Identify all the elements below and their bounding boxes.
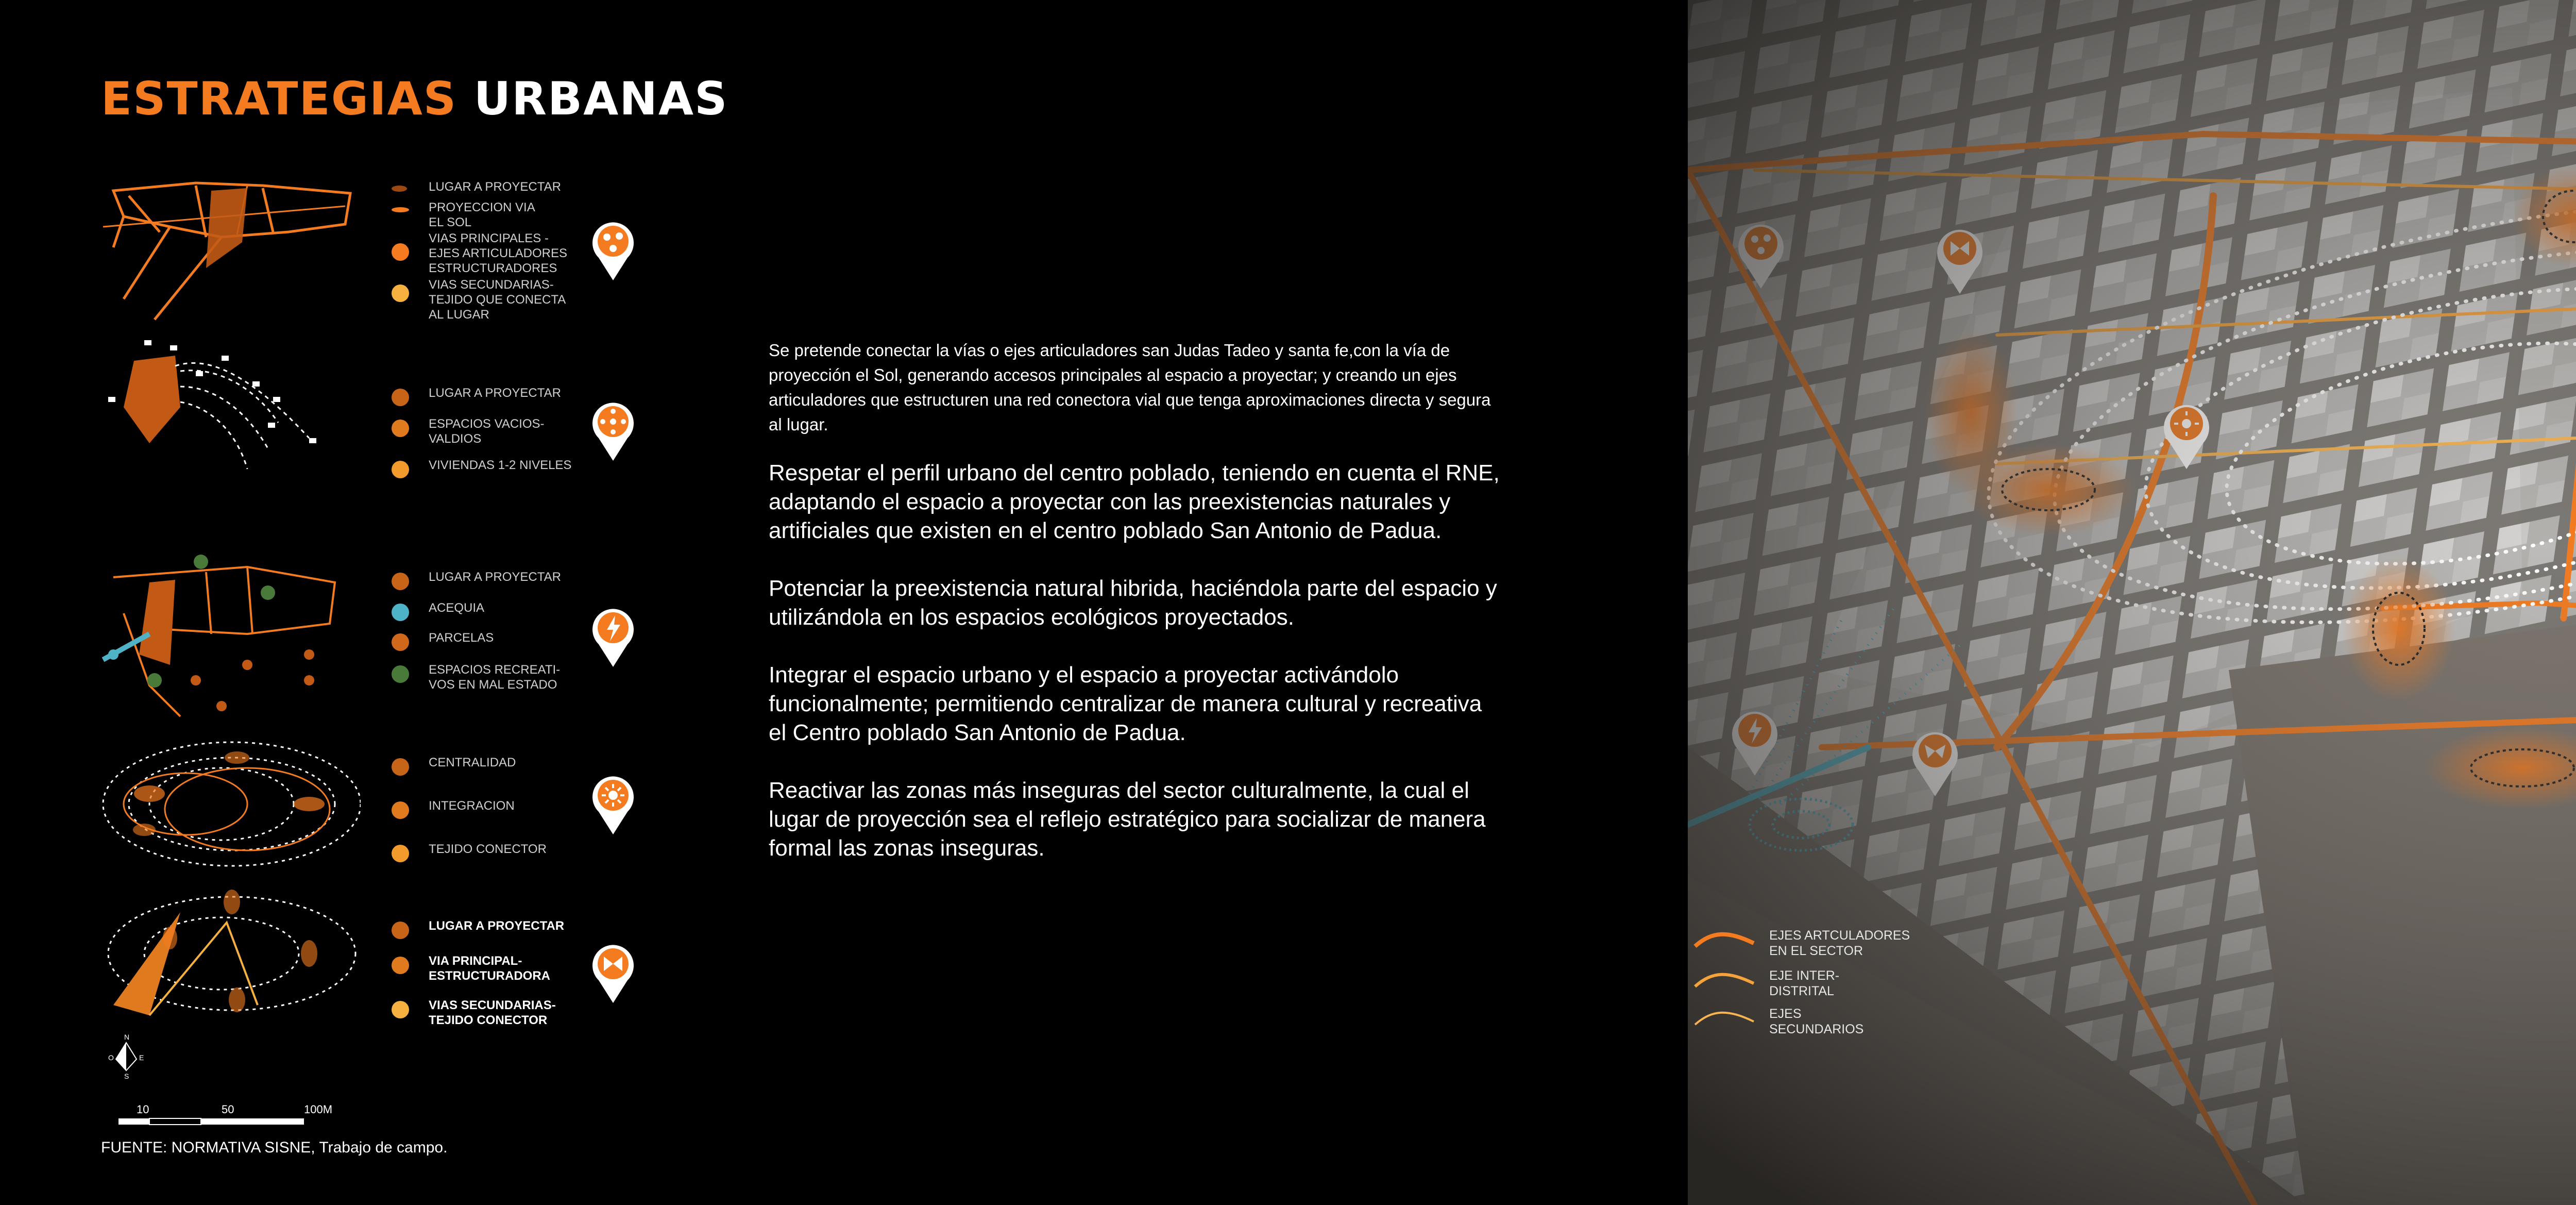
map-legend-label: EJE INTER- DISTRITAL [1769,968,1840,998]
compass-o: O [108,1053,114,1062]
legend-label: VIAS PRINCIPALES - EJES ARTICULADORES ESTRUCTURADORES [429,231,567,275]
legend-label: VIAS SECUNDARIAS- TEJIDO QUE CONECTA AL LUGAR [429,278,566,322]
nodes-icon [588,216,638,282]
diagram-lugar-proyectar [93,165,361,330]
bowtie-icon [588,939,638,1005]
radial-icon [588,397,638,463]
map-legend-item [1692,968,1919,1009]
strategy-paragraph: Reactivar las zonas más inseguras del sector culturalmente, la cual el lugar de proyección sea el reflejo estratégico para socializar de manera formal las zonas inseguras. [769,778,1486,861]
scale-bar [118,1098,335,1134]
diagram-via-principal [93,881,361,1031]
legend-label: LUGAR A PROYECTAR [429,919,565,933]
legend-label: INTEGRACION [429,799,515,813]
legend-swatch [392,389,409,406]
map-legend-item [1692,928,1919,969]
page-title [101,72,728,125]
ejes-articuladores-swatch [1692,928,1759,953]
legend-label: TEJIDO CONECTOR [429,842,547,856]
compass-n: N [124,1033,130,1041]
legend-swatch [392,186,407,192]
legend-label: CENTRALIDAD [429,756,516,769]
compass-e: E [139,1053,144,1062]
legend-swatch [392,957,409,974]
sun-icon [588,771,638,836]
legend-swatch [392,420,409,437]
legend-label: PARCELAS [429,631,494,645]
legend-label: ACEQUIA [429,601,485,615]
legend-swatch [392,207,409,212]
title-part-1: ESTRATEGIAS [101,72,457,125]
legend-5 [392,918,577,1034]
body-text [769,338,1500,892]
strategy-paragraph: Respetar el perfil urbano del centro poblado, teniendo en cuenta el RNE, adaptando el espacio a proyectar con las preexistencias naturales y artificiales que existen en el centro poblado San Antonio de Padua. [769,460,1500,543]
legend-swatch [392,243,409,261]
legend-swatch [392,1001,409,1018]
compass-icon [108,1033,144,1080]
legend-4 [392,755,577,873]
eje-interdistrital-swatch [1692,968,1759,994]
legend-label: LUGAR A PROYECTAR [429,386,561,400]
legend-swatch [392,461,409,478]
map-legend-label: EJES SECUNDARIOS [1769,1007,1864,1036]
legend-swatch [392,284,409,302]
diagram-espacios-vacios [93,330,361,495]
legend-label: VIAS SECUNDARIAS- TEJIDO CONECTOR [429,998,556,1027]
compass-s: S [124,1072,129,1080]
ejes-secundarios-swatch [1692,1006,1759,1032]
map-legend-item [1692,1006,1919,1047]
legend-label: VIVIENDAS 1-2 NIVELES [429,458,572,472]
source-note: FUENTE: NORMATIVA SISNE, Trabajo de campo. [101,1139,448,1156]
legend-3 [392,570,577,704]
legend-label: ESPACIOS VACIOS- VALDIOS [429,417,545,446]
scale-label: 100M [304,1103,333,1116]
legend-label: PROYECCION VIA EL SOL [429,200,535,229]
strategy-paragraph: Potenciar la preexistencia natural hibrida, haciéndola parte del espacio y utilizándola en los espacios ecológicos proyectados. [769,576,1497,630]
scale-label: 50 [222,1103,234,1116]
legend-label: LUGAR A PROYECTAR [429,180,561,194]
scale-label: 10 [137,1103,149,1116]
legend-swatch [392,801,409,819]
legend-swatch [392,604,409,621]
legend-swatch [392,922,409,939]
legend-2 [392,386,577,489]
title-part-2: URBANAS [473,72,728,125]
legend-swatch [392,573,409,590]
intro-paragraph: Se pretende conectar la vías o ejes articuladores san Judas Tadeo y santa fe,con la vía de proyección el Sol, generando accesos principales al espacio a proyectar; y creando un ejes articuladores que estructuren una red conectora vial que tenga aproximaciones directa y segura al lugar. [769,341,1491,434]
legend-label: ESPACIOS RECREATI- VOS EN MAL ESTADO [429,663,561,692]
diagram-acequia [93,551,361,722]
legend-1 [392,179,577,324]
strategy-paragraph: Integrar el espacio urbano y el espacio a proyectar activándolo funcionalmente; permitiendo centralizar de manera cultural y recreativa el Centro poblado San Antonio de Padua. [769,662,1482,745]
lightning-icon [588,603,638,669]
diagram-centralidad [93,727,361,876]
legend-label: VIA PRINCIPAL- ESTRUCTURADORA [429,954,550,983]
legend-label: LUGAR A PROYECTAR [429,570,561,584]
legend-swatch [392,633,409,651]
legend-swatch [392,665,409,683]
legend-swatch [392,845,409,862]
map-legend-label: EJES ARTCULADORES EN EL SECTOR [1769,928,1910,958]
legend-swatch [392,758,409,776]
